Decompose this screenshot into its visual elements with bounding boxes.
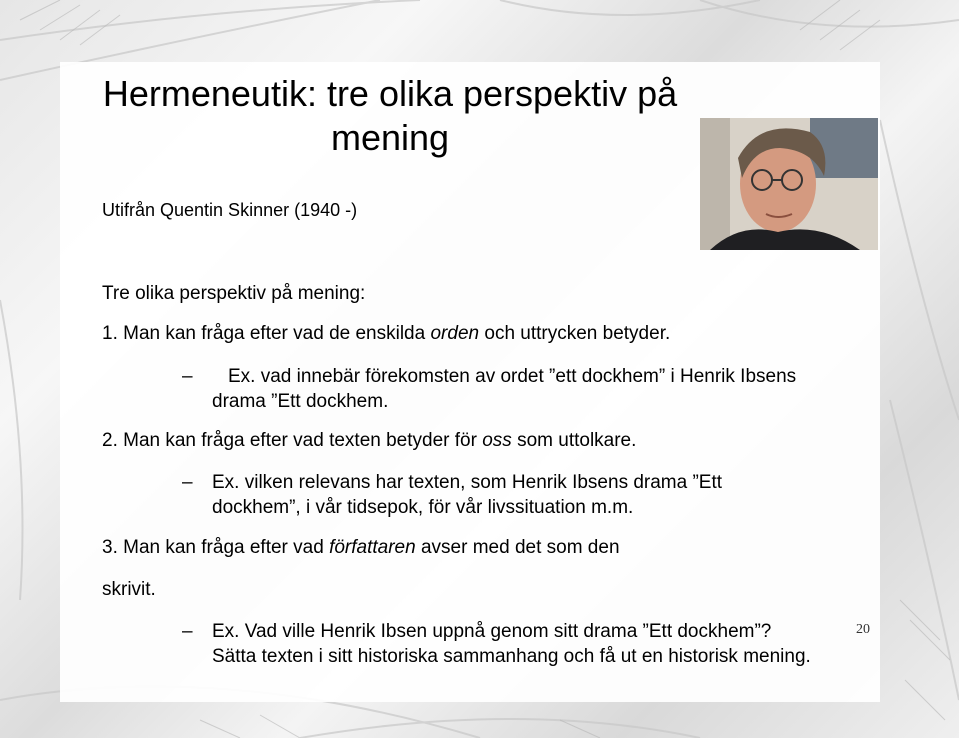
example-3-line-1: Ex. Vad ville Henrik Ibsen uppnå genom sitt drama ”Ett dockhem”? [212,621,772,642]
dash-bullet-2: – [182,472,193,493]
intro-text: Tre olika perspektiv på mening: [102,283,366,304]
example-1-line-2: drama ”Ett dockhem. [212,391,389,412]
title-line-1: Hermeneutik: tre olika perspektiv på [102,73,678,114]
dash-bullet-1: – [182,366,193,387]
example-1-line-1: Ex. vad innebär förekomsten av ordet ”ett dockhem” i Henrik Ibsens [228,366,797,387]
point-3-continued: skrivit. [102,579,156,600]
title-line-2: mening [330,117,450,158]
point-1: 1. Man kan fråga efter vad de enskilda orden och uttrycken betyder. [102,323,671,344]
example-3-line-2: Sätta texten i sitt historiska sammanhang och få ut en historisk mening. [212,646,811,667]
slide-title [70,72,710,160]
dash-bullet-3: – [182,621,193,642]
example-2-line-1: Ex. vilken relevans har texten, som Henrik Ibsens drama ”Ett [212,472,723,493]
example-2-line-2: dockhem”, i vår tidsepok, för vår livssituation m.m. [212,497,634,518]
portrait-photo [700,118,878,250]
subtitle: Utifrån Quentin Skinner (1940 -) [102,200,358,220]
point-3: 3. Man kan fråga efter vad författaren avser med det som den [102,537,620,558]
point-2: 2. Man kan fråga efter vad texten betyder för oss som uttolkare. [102,430,637,451]
page-number: 20 [856,622,870,637]
